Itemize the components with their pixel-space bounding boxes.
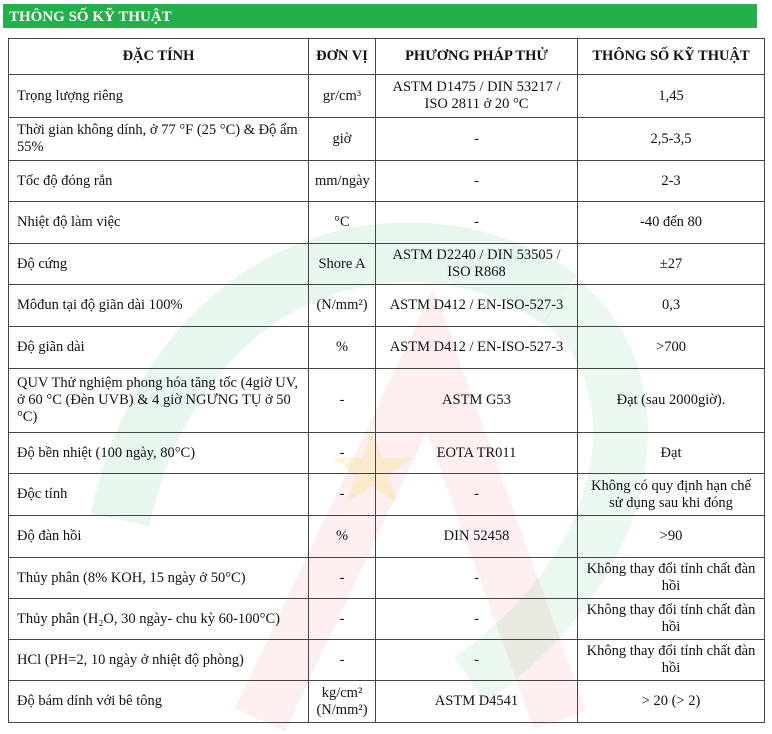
cell-method: -	[376, 599, 578, 640]
cell-unit: giờ	[309, 118, 376, 161]
cell-spec: Không có quy định hạn chế sử dụng sau khi đóng	[578, 474, 765, 516]
cell-spec: Không thay đổi tính chất đàn hồi	[578, 640, 765, 681]
table-row	[9, 474, 765, 516]
cell-property: Trọng lượng riêng	[9, 75, 309, 118]
header-spec: THÔNG SỐ KỸ THUẬT	[578, 39, 765, 75]
cell-method: -	[376, 474, 578, 516]
table-row	[9, 75, 765, 118]
table-row	[9, 558, 765, 599]
table-row	[9, 433, 765, 474]
cell-spec: >90	[578, 516, 765, 558]
cell-unit: -	[309, 433, 376, 474]
cell-unit: gr/cm³	[309, 75, 376, 118]
cell-spec: >700	[578, 327, 765, 369]
cell-unit: mm/ngày	[309, 161, 376, 202]
table-row	[9, 599, 765, 640]
cell-property: Thủy phân (H₂O, 30 ngày- chu kỳ 60-100°C)	[9, 599, 309, 640]
cell-property: QUV Thử nghiệm phong hóa tăng tốc (4giờ UV, ở 60 °C (Đèn UVB) & 4 giờ NGƯNG TỤ ở 50 °C)	[9, 369, 309, 433]
table-row	[9, 202, 765, 244]
cell-unit: -	[309, 558, 376, 599]
cell-method: ASTM D412 / EN-ISO-527-3	[376, 327, 578, 369]
cell-unit: -	[309, 640, 376, 681]
cell-spec: 2,5-3,5	[578, 118, 765, 161]
cell-method: DIN 52458	[376, 516, 578, 558]
cell-spec: 0,3	[578, 285, 765, 327]
spec-table	[8, 38, 765, 723]
table-row	[9, 681, 765, 723]
cell-property: HCl (PH=2, 10 ngày ở nhiệt độ phòng)	[9, 640, 309, 681]
cell-unit: -	[309, 599, 376, 640]
cell-method: ASTM G53	[376, 369, 578, 433]
cell-spec: Đạt	[578, 433, 765, 474]
cell-spec: 2-3	[578, 161, 765, 202]
table-row	[9, 516, 765, 558]
cell-spec: Không thay đổi tính chất đàn hồi	[578, 558, 765, 599]
cell-method: ASTM D1475 / DIN 53217 / ISO 2811 ở 20 °C	[376, 75, 578, 118]
cell-property: Độ cứng	[9, 244, 309, 285]
cell-property: Nhiệt độ làm việc	[9, 202, 309, 244]
cell-method: -	[376, 161, 578, 202]
cell-method: -	[376, 118, 578, 161]
cell-unit: %	[309, 516, 376, 558]
cell-method: -	[376, 640, 578, 681]
table-row	[9, 118, 765, 161]
cell-property: Độ bám dính với bê tông	[9, 681, 309, 723]
cell-property: Thủy phân (8% KOH, 15 ngày ở 50°C)	[9, 558, 309, 599]
cell-property: Thời gian không dính, ở 77 °F (25 °C) & Độ ẩm 55%	[9, 118, 309, 161]
cell-property: Độ đàn hồi	[9, 516, 309, 558]
table-row	[9, 369, 765, 433]
cell-method: ASTM D412 / EN-ISO-527-3	[376, 285, 578, 327]
cell-unit: %	[309, 327, 376, 369]
cell-unit: kg/cm² (N/mm²)	[309, 681, 376, 723]
cell-spec: > 20 (> 2)	[578, 681, 765, 723]
table-row	[9, 161, 765, 202]
cell-property: Độ bền nhiệt (100 ngày, 80°C)	[9, 433, 309, 474]
table-header-row	[9, 39, 765, 75]
cell-property: Độ giãn dài	[9, 327, 309, 369]
cell-property: Môđun tại độ giãn dài 100%	[9, 285, 309, 327]
header-unit: ĐƠN VỊ	[309, 39, 376, 75]
cell-unit: -	[309, 369, 376, 433]
cell-property: Độc tính	[9, 474, 309, 516]
cell-spec: Đạt (sau 2000giờ).	[578, 369, 765, 433]
cell-method: -	[376, 558, 578, 599]
cell-unit: -	[309, 474, 376, 516]
cell-unit: °C	[309, 202, 376, 244]
cell-method: -	[376, 202, 578, 244]
table-row	[9, 244, 765, 285]
cell-spec: Không thay đổi tính chất đàn hồi	[578, 599, 765, 640]
cell-method: ASTM D4541	[376, 681, 578, 723]
cell-unit: (N/mm²)	[309, 285, 376, 327]
cell-property: Tốc độ đóng rắn	[9, 161, 309, 202]
table-row	[9, 327, 765, 369]
section-title: THÔNG SỐ KỸ THUẬT	[3, 4, 757, 28]
table-row	[9, 640, 765, 681]
cell-spec: -40 đến 80	[578, 202, 765, 244]
cell-spec: ±27	[578, 244, 765, 285]
header-property: ĐẶC TÍNH	[9, 39, 309, 75]
header-method: PHƯƠNG PHÁP THỬ	[376, 39, 578, 75]
cell-method: ASTM D2240 / DIN 53505 / ISO R868	[376, 244, 578, 285]
cell-unit: Shore A	[309, 244, 376, 285]
table-row	[9, 285, 765, 327]
cell-spec: 1,45	[578, 75, 765, 118]
cell-method: EOTA TR011	[376, 433, 578, 474]
